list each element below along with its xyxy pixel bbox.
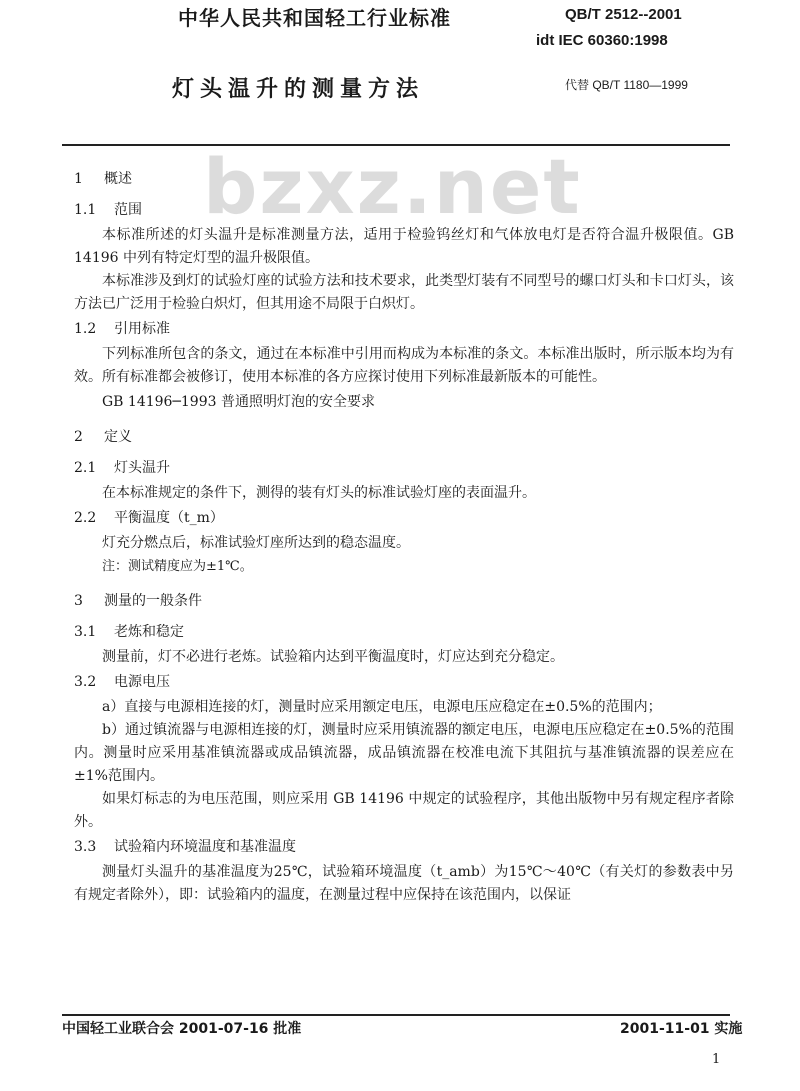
section-heading-3-1 — [74, 621, 734, 644]
page-number: 1 — [712, 1052, 721, 1067]
note: 注：测试精度应为±1℃。 — [102, 559, 253, 574]
section-heading-2-2 — [74, 507, 734, 530]
paragraph: 测量前，灯不必进行老炼。试验箱内达到平衡温度时，灯应达到充分稳定。 — [102, 649, 564, 665]
section-title: 测量的一般条件 — [104, 593, 202, 609]
section-title: 概述 — [104, 171, 132, 187]
section-title: 电源电压 — [114, 674, 170, 690]
section-heading-3 — [74, 590, 734, 613]
standard-code: QB/T 2512--2001 — [565, 6, 682, 23]
section-title: 定义 — [104, 429, 132, 445]
standard-idt: idt IEC 60360:1998 — [536, 32, 668, 49]
paragraph: a）直接与电源相连接的灯，测量时应采用额定电压，电源电压应稳定在±0.5%的范围内； — [102, 699, 662, 715]
section-heading-1-1 — [74, 199, 734, 222]
section-number: 2.2 — [74, 510, 97, 526]
section-number: 3.2 — [74, 674, 97, 690]
implementation-date: 2001-11-01 实施 — [620, 1021, 743, 1037]
paragraph: 下列标准所包含的条文，通过在本标准中引用而构成为本标准的条文。本标准出版时，所示版本均为有效。所有标准都会被修订，使用本标准的各方应探讨使用下列标准最新版本的可能性。 — [74, 346, 734, 385]
section-number: 2 — [74, 429, 83, 445]
standard-name: 中华人民共和国轻工行业标准 — [178, 6, 451, 30]
section-heading-1 — [74, 168, 734, 191]
section-heading-1-2 — [74, 318, 734, 341]
definition: 灯充分燃点后，标准试验灯座所达到的稳态温度。 — [102, 535, 410, 551]
section-title: 引用标准 — [114, 321, 170, 337]
section-number: 1 — [74, 171, 83, 187]
paragraph: 如果灯标志的为电压范围，则应采用 GB 14196 中规定的试验程序，其他出版物中另有规定程序者除外。 — [74, 791, 734, 830]
section-title: 平衡温度（t_m） — [114, 510, 224, 526]
definition: 在本标准规定的条件下，测得的装有灯头的标准试验灯座的表面温升。 — [102, 485, 536, 501]
normative-reference: GB 14196─1993 普通照明灯泡的安全要求 — [102, 394, 375, 410]
section-number: 1.2 — [74, 321, 97, 337]
section-number: 3.1 — [74, 624, 97, 640]
document-body — [74, 162, 734, 907]
watermark: bzxz.net — [203, 142, 582, 231]
replaces-standard: 代替 QB/T 1180—1999 — [565, 78, 688, 92]
section-number: 3.3 — [74, 839, 97, 855]
paragraph: 本标准所述的灯头温升是标准测量方法，适用于检验钨丝灯和气体放电灯是否符合温升极限值。GB 14196 中列有特定灯型的温升极限值。 — [74, 227, 734, 266]
document-title: 灯头温升的测量方法 — [172, 77, 425, 102]
paragraph: b）通过镇流器与电源相连接的灯，测量时应采用镇流器的额定电压，电源电压应稳定在±0.5%的范围内。测量时应采用基准镇流器或成品镇流器，成品镇流器在校准电流下其阻抗与基准镇流器的误差应在±1%范围内。 — [74, 722, 734, 784]
paragraph: 本标准涉及到灯的试验灯座的试验方法和技术要求，此类型灯装有不同型号的螺口灯头和卡口灯头，该方法已广泛用于检验白炽灯，但其用途不局限于白炽灯。 — [74, 273, 734, 312]
section-title: 范围 — [114, 202, 142, 218]
section-heading-2 — [74, 426, 734, 449]
bottom-rule — [62, 1014, 730, 1016]
section-number: 2.1 — [74, 460, 97, 476]
section-title: 灯头温升 — [114, 460, 170, 476]
section-heading-3-2 — [74, 671, 734, 694]
section-heading-2-1 — [74, 457, 734, 480]
approval-date: 中国轻工业联合会 2001-07-16 批准 — [62, 1021, 302, 1037]
section-number: 1.1 — [74, 202, 97, 218]
section-title: 试验箱内环境温度和基准温度 — [114, 839, 296, 855]
section-heading-3-3 — [74, 836, 734, 859]
section-title: 老炼和稳定 — [114, 624, 184, 640]
paragraph: 测量灯头温升的基准温度为25℃，试验箱环境温度（t_amb）为15℃～40℃（有关灯的参数表中另有规定者除外），即：试验箱内的温度，在测量过程中应保持在该范围内，以保证 — [74, 864, 734, 903]
section-number: 3 — [74, 593, 83, 609]
